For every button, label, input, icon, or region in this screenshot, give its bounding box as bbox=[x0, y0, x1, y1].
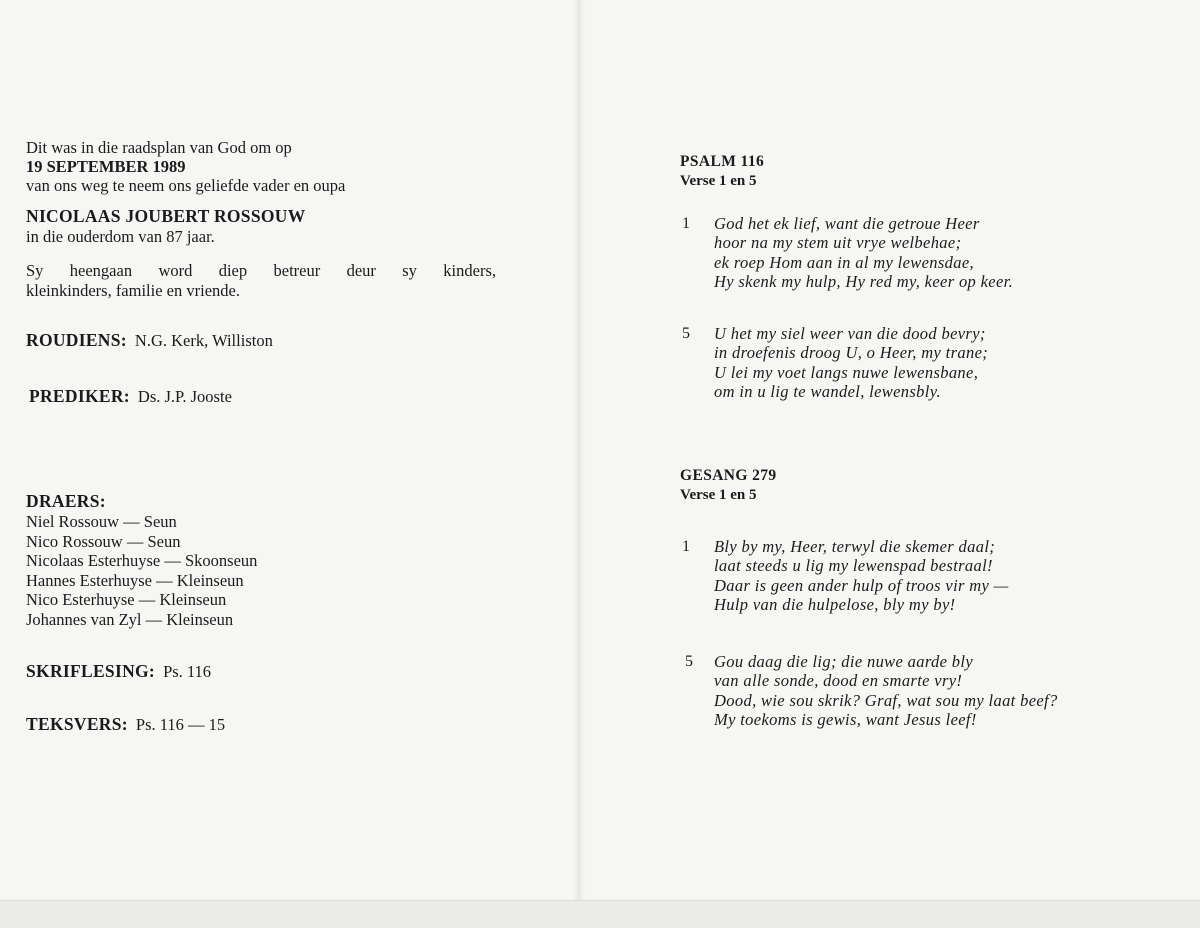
scan-bottom-edge bbox=[0, 900, 1200, 928]
verse-line: Gou daag die lig; die nuwe aarde bly bbox=[714, 652, 973, 671]
stanza-number: 5 bbox=[682, 325, 690, 342]
stanza-lines bbox=[714, 537, 1009, 614]
prediker-row bbox=[29, 387, 232, 407]
verse-line: Hulp van die hulpelose, bly my by! bbox=[714, 594, 956, 614]
stanza-number: 5 bbox=[685, 653, 693, 670]
draers-list bbox=[26, 512, 257, 629]
draer-item: Johannes van Zyl — Kleinseun bbox=[26, 609, 234, 629]
stanza-lines bbox=[714, 652, 1058, 729]
verse-line: God het ek lief, want die getroue Heer bbox=[714, 214, 980, 233]
mourn-line-2: kleinkinders, familie en vriende. bbox=[26, 281, 240, 300]
skriflesing-label: SKRIFLESING: bbox=[26, 661, 156, 681]
roudiens-value: N.G. Kerk, Williston bbox=[134, 331, 273, 350]
mourn-line-1: Sy heengaan word diep betreur deur sy kinders, bbox=[26, 261, 496, 280]
verse-line: Daar is geen ander hulp of troos vir my — bbox=[714, 575, 1009, 595]
stanza-lines bbox=[714, 214, 1013, 291]
skriflesing-row bbox=[26, 662, 211, 682]
stanza-lines bbox=[714, 324, 988, 401]
verse-line: laat steeds u lig my lewenspad bestraal! bbox=[714, 556, 993, 576]
verse-line: om in u lig te wandel, lewensbly. bbox=[714, 381, 941, 401]
verse-line: My toekoms is gewis, want Jesus leef! bbox=[714, 709, 977, 729]
verse-line: in droefenis droog U, o Heer, my trane; bbox=[714, 343, 989, 363]
teksvers-value: Ps. 116 — 15 bbox=[135, 715, 226, 734]
verse-line: Hy skenk my hulp, Hy red my, keer op keer. bbox=[714, 271, 1014, 291]
psalm-title: PSALM 116 bbox=[680, 153, 765, 170]
verse-line: hoor na my stem uit vrye welbehae; bbox=[714, 233, 962, 253]
psalm-verses-label: Verse 1 en 5 bbox=[680, 173, 757, 189]
draers-label: DRAERS: bbox=[26, 491, 106, 511]
intro-line: Dit was in die raadsplan van God om op bbox=[26, 138, 292, 157]
verse-line: van alle sonde, dood en smarte vry! bbox=[714, 671, 963, 691]
draer-item: Nico Rossouw — Seun bbox=[26, 531, 181, 551]
roudiens-label: ROUDIENS: bbox=[26, 330, 127, 350]
roudiens-row bbox=[26, 331, 273, 351]
death-date: 19 SEPTEMBER 1989 bbox=[26, 157, 186, 176]
teksvers-label: TEKSVERS: bbox=[26, 714, 128, 734]
verse-line: ek roep Hom aan in al my lewensdae, bbox=[714, 252, 974, 272]
stanza-number: 1 bbox=[682, 538, 690, 555]
verse-line: Dood, wie sou skrik? Graf, wat sou my laat beef? bbox=[714, 690, 1058, 710]
verse-line: U lei my voet langs nuwe lewensbane, bbox=[714, 362, 979, 382]
verse-line: U het my siel weer van die dood bevry; bbox=[714, 324, 986, 343]
prediker-value: Ds. J.P. Jooste bbox=[137, 387, 232, 406]
draer-item: Niel Rossouw — Seun bbox=[26, 512, 177, 531]
teksvers-row bbox=[26, 715, 225, 735]
deceased-name: NICOLAAS JOUBERT ROSSOUW bbox=[26, 206, 306, 226]
skriflesing-value: Ps. 116 bbox=[163, 662, 212, 681]
draer-item: Nicolaas Esterhuyse — Skoonseun bbox=[26, 551, 258, 570]
age-line: in die ouderdom van 87 jaar. bbox=[26, 227, 215, 246]
prediker-label: PREDIKER: bbox=[29, 386, 130, 406]
draer-item: Nico Esterhuyse — Kleinseun bbox=[26, 590, 227, 609]
center-fold bbox=[572, 0, 586, 900]
intro-line-2: van ons weg te neem ons geliefde vader en oupa bbox=[26, 176, 346, 195]
gesang-verses-label: Verse 1 en 5 bbox=[680, 487, 757, 503]
verse-line: Bly by my, Heer, terwyl die skemer daal; bbox=[714, 537, 996, 556]
gesang-title: GESANG 279 bbox=[680, 467, 777, 484]
draer-item: Hannes Esterhuyse — Kleinseun bbox=[26, 570, 244, 590]
stanza-number: 1 bbox=[682, 215, 690, 232]
